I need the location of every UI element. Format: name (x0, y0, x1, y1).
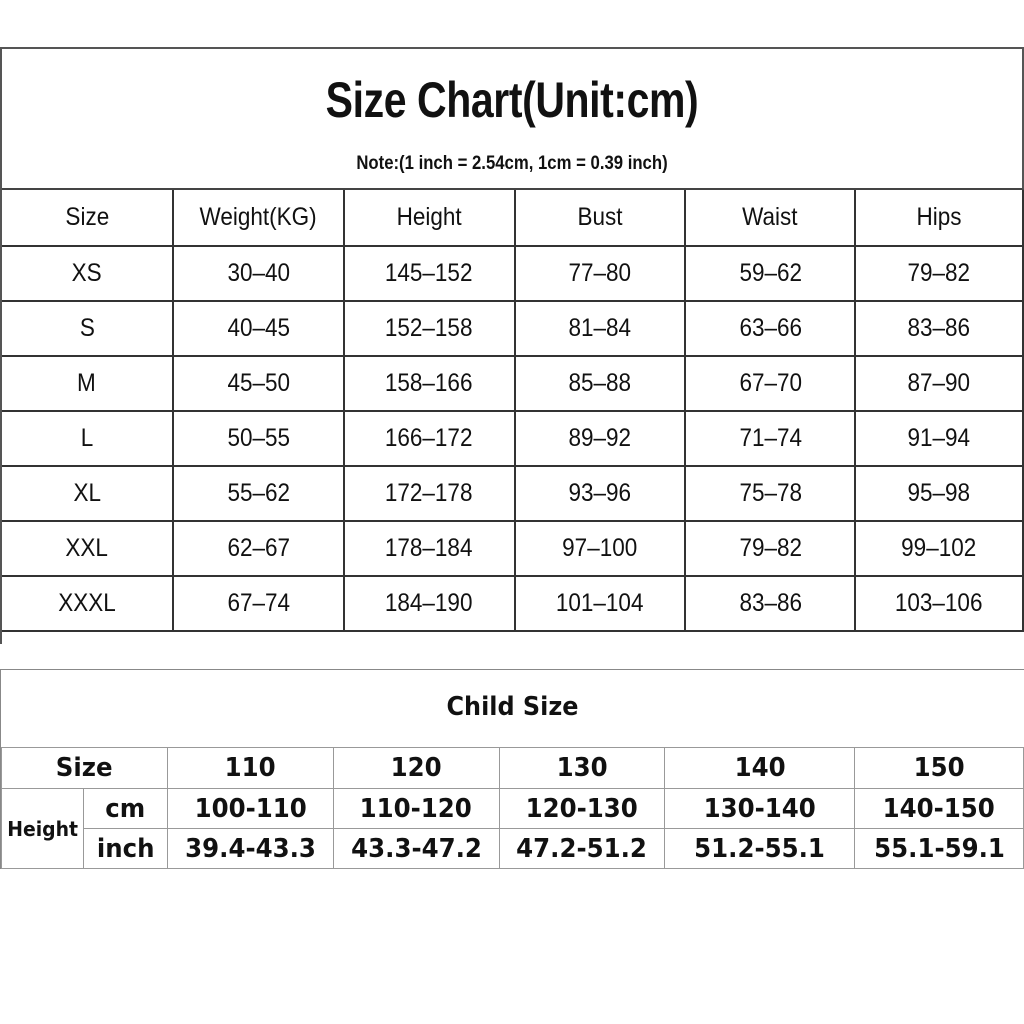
table-row (2, 521, 1023, 576)
table-cell: 67–70 (685, 356, 855, 411)
column-header-hips: Hips (855, 190, 1023, 246)
child-size-110: 110 (167, 748, 333, 789)
table-cell: 103–106 (855, 576, 1023, 631)
table-row (2, 411, 1023, 466)
column-header-bust: Bust (515, 190, 686, 246)
table-row (2, 356, 1023, 411)
table-cell: 79–82 (685, 521, 855, 576)
table-cell: 63–66 (685, 301, 855, 356)
table-cell: 100-110 (167, 789, 333, 829)
child-size-label: Size (2, 748, 168, 789)
column-header-weight: Weight(KG) (173, 190, 344, 246)
table-cell: 101–104 (515, 576, 686, 631)
table-cell: 55.1-59.1 (855, 829, 1024, 869)
table-header-row (2, 190, 1023, 246)
table-row (2, 301, 1023, 356)
table-cell: XL (2, 466, 173, 521)
table-cell: 62–67 (173, 521, 344, 576)
table-cell: 110-120 (333, 789, 499, 829)
table-cell: 83–86 (685, 576, 855, 631)
table-row (2, 466, 1023, 521)
table-cell: 152–158 (344, 301, 515, 356)
table-cell: 71–74 (685, 411, 855, 466)
table-row (2, 246, 1023, 301)
table-cell: 166–172 (344, 411, 515, 466)
table-cell: 130-140 (665, 789, 855, 829)
table-cell: 145–152 (344, 246, 515, 301)
table-cell: 50–55 (173, 411, 344, 466)
child-cm-label: cm (83, 789, 167, 829)
table-cell: 83–86 (855, 301, 1023, 356)
table-cell: 75–78 (685, 466, 855, 521)
table-cell: 89–92 (515, 411, 686, 466)
column-header-size: Size (2, 190, 173, 246)
child-size-table (1, 747, 1024, 869)
table-cell: 77–80 (515, 246, 686, 301)
table-cell: 184–190 (344, 576, 515, 631)
table-cell: 55–62 (173, 466, 344, 521)
table-cell: 158–166 (344, 356, 515, 411)
table-cell: 51.2-55.1 (665, 829, 855, 869)
column-header-height: Height (344, 190, 515, 246)
table-cell: 172–178 (344, 466, 515, 521)
table-row (2, 576, 1023, 631)
table-cell: 67–74 (173, 576, 344, 631)
table-cell: 93–96 (515, 466, 686, 521)
table-cell: 45–50 (173, 356, 344, 411)
table-cell: XXXL (2, 576, 173, 631)
table-cell: 59–62 (685, 246, 855, 301)
table-cell: 47.2-51.2 (499, 829, 665, 869)
table-cell: 99–102 (855, 521, 1023, 576)
child-size-150: 150 (855, 748, 1024, 789)
table-cell: 81–84 (515, 301, 686, 356)
table-cell: S (2, 301, 173, 356)
adult-size-table (2, 190, 1024, 632)
child-size-chart (0, 669, 1024, 869)
table-cell: 178–184 (344, 521, 515, 576)
table-cell: 43.3-47.2 (333, 829, 499, 869)
child-chart-title: Child Size (446, 692, 579, 722)
table-cell: 39.4-43.3 (167, 829, 333, 869)
table-cell: 79–82 (855, 246, 1023, 301)
child-size-140: 140 (665, 748, 855, 789)
adult-size-chart (0, 47, 1024, 644)
child-size-130: 130 (499, 748, 665, 789)
table-cell: 91–94 (855, 411, 1023, 466)
table-cell: 95–98 (855, 466, 1023, 521)
column-header-waist: Waist (685, 190, 855, 246)
conversion-note: Note:(1 inch = 2.54cm, 1cm = 0.39 inch) (356, 153, 668, 174)
child-size-120: 120 (333, 748, 499, 789)
child-size-row (2, 748, 1024, 789)
adult-chart-header (2, 49, 1024, 190)
adult-chart-title: Size Chart(Unit:cm) (325, 72, 699, 128)
child-height-label: Height (2, 789, 84, 869)
table-cell: 85–88 (515, 356, 686, 411)
table-cell: 40–45 (173, 301, 344, 356)
child-cm-row (2, 789, 1024, 829)
table-cell: 120-130 (499, 789, 665, 829)
table-cell: XS (2, 246, 173, 301)
table-cell: 97–100 (515, 521, 686, 576)
table-cell: 87–90 (855, 356, 1023, 411)
table-cell: 30–40 (173, 246, 344, 301)
child-inch-label: inch (83, 829, 167, 869)
child-inch-row (2, 829, 1024, 869)
table-cell: 140-150 (855, 789, 1024, 829)
table-cell: XXL (2, 521, 173, 576)
table-cell: M (2, 356, 173, 411)
table-cell: L (2, 411, 173, 466)
